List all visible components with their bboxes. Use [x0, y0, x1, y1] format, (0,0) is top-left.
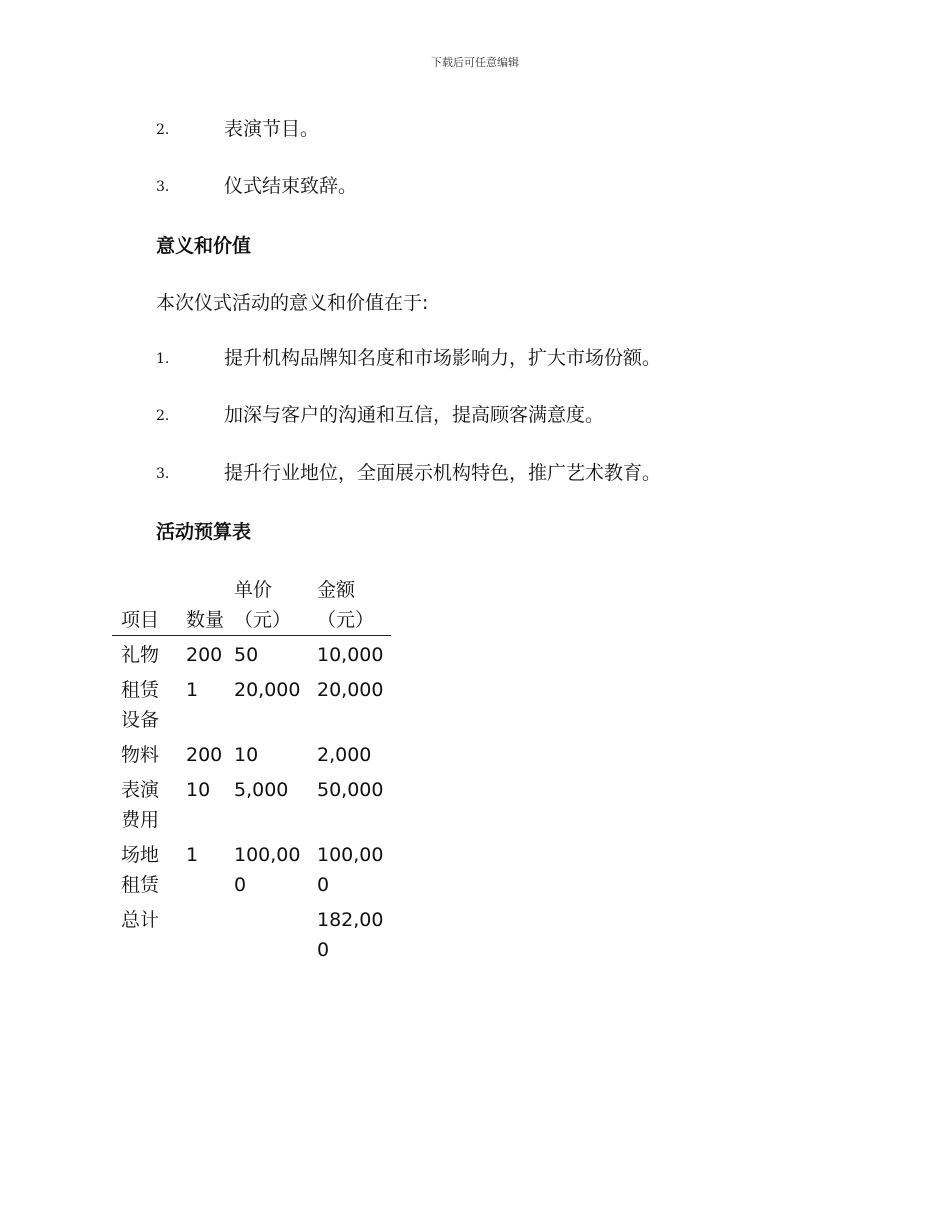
list-item-text: 提升机构品牌知名度和市场影响力，扩大市场份额。 [224, 347, 662, 369]
table-header-row [112, 575, 391, 636]
cell-quantity: 10 [186, 779, 211, 801]
cell-item: 物料 [121, 744, 160, 766]
section-heading-budget: 活动预算表 [156, 521, 252, 543]
list-item-number: 1. [156, 351, 170, 367]
table-row [112, 836, 391, 901]
cell-item: 租赁设备 [121, 679, 160, 731]
table-row [112, 736, 391, 771]
table-total-row [112, 901, 391, 966]
cell-unit-price [225, 901, 308, 966]
cell-unit-price: 50 [234, 644, 259, 666]
cell-unit-price: 10 [234, 744, 259, 766]
cell-amount: 100,000 [317, 844, 384, 896]
cell-amount: 10,000 [317, 644, 384, 666]
list-item-number: 2. [156, 408, 170, 424]
meaning-intro: 本次仪式活动的意义和价值在于: [156, 292, 429, 314]
cell-unit-price: 20,000 [234, 679, 301, 701]
column-header-unit-price: 单价（元） [234, 579, 292, 631]
cell-item: 总计 [121, 909, 160, 931]
cell-item: 场地租赁 [121, 844, 160, 896]
list-item-text: 仪式结束致辞。 [224, 175, 358, 197]
section-heading-meaning: 意义和价值 [156, 235, 252, 257]
cell-quantity: 1 [186, 679, 199, 701]
cell-quantity: 200 [186, 744, 223, 766]
list-item-text: 表演节目。 [224, 118, 320, 140]
page-header: 下载后可任意编辑 [431, 56, 519, 69]
cell-unit-price: 100,000 [234, 844, 301, 896]
cell-amount: 50,000 [317, 779, 384, 801]
cell-amount: 2,000 [317, 744, 372, 766]
cell-unit-price: 5,000 [234, 779, 289, 801]
cell-item: 礼物 [121, 644, 160, 666]
list-item-text: 加深与客户的沟通和互信，提高顾客满意度。 [224, 404, 605, 426]
column-header-quantity: 数量 [186, 609, 225, 631]
cell-quantity [177, 901, 225, 966]
cell-amount: 182,000 [317, 909, 384, 961]
list-item-number: 2. [156, 122, 170, 138]
list-item-number: 3. [156, 179, 170, 195]
table-row [112, 636, 391, 672]
list-item-number: 3. [156, 466, 170, 482]
cell-quantity: 200 [186, 644, 223, 666]
column-header-item: 项目 [121, 609, 160, 631]
column-header-amount: 金额（元） [317, 579, 375, 631]
list-item-text: 提升行业地位，全面展示机构特色，推广艺术教育。 [224, 462, 662, 484]
cell-amount: 20,000 [317, 679, 384, 701]
cell-item: 表演费用 [121, 779, 160, 831]
table-row [112, 771, 391, 836]
budget-table [112, 575, 391, 966]
table-row [112, 671, 391, 736]
cell-quantity: 1 [186, 844, 199, 866]
